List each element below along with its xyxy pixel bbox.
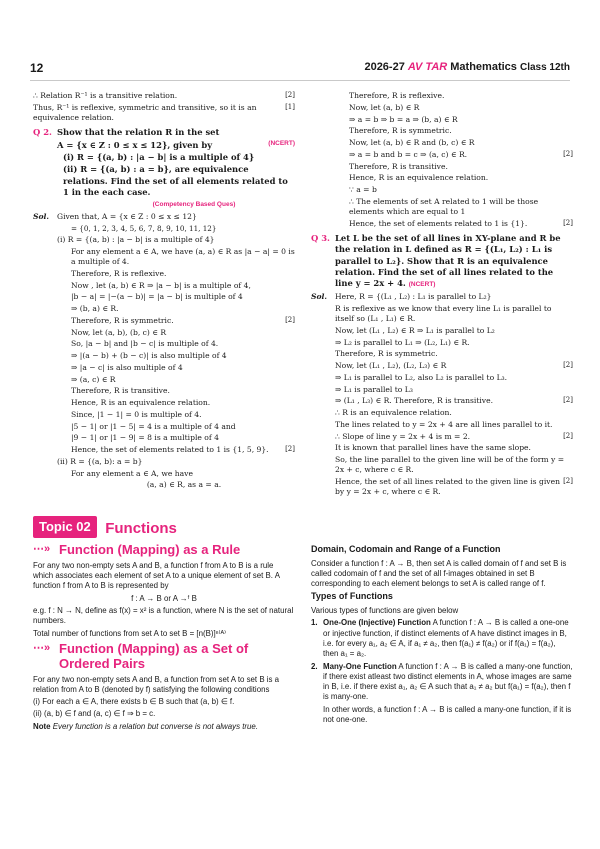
text: Therefore, R is transitive.: [349, 161, 448, 171]
marks: [2]: [285, 445, 295, 454]
text: Thus, R⁻¹ is reflexive, symmetric and transitive, so it is an equivalence relation.: [33, 102, 257, 122]
text: Therefore, R is reflexive.: [349, 91, 445, 100]
paragraph: For any two non-empty sets A and B, a function from set A to set B is a relation from A to B (denoted by f) satisfying the following conditions: [33, 674, 280, 694]
header-right: [364, 60, 570, 75]
text-line: [33, 103, 295, 124]
question-stem: Show that the relation R in the set: [57, 127, 220, 138]
list-text: A function f : A → B is called a one-one or injective function, if distinct elements of A have distinct images in B, i.e. for every a₁, a₂ ∈ A, if a₁ ≠ a₂, then f(a₁) ≠ f(a₂) or if f(a₁) = f(a₂), then a₁ = a₂.: [323, 618, 569, 659]
right-column: [311, 91, 573, 499]
question-line: (ii) R = {(a, b) : a = b}, are equivalence relations. Find the set of all elements related to 1 in the each case.: [63, 164, 288, 197]
header-year: 2026-27: [364, 61, 405, 73]
text: Therefore, R is transitive.: [71, 386, 170, 396]
text: A = {x ∈ Z : 0 ≤ x ≤ 12}, given by: [57, 139, 213, 150]
text: Now, let (L₁ , L₂) ∈ R ⇒ L₁ is parallel to L₂: [335, 325, 495, 335]
text: Now, let (a, b) ∈ R and (b, c) ∈ R: [349, 138, 475, 147]
marks: [2]: [563, 431, 573, 440]
text-line: [33, 91, 295, 101]
text: ⇒ a = b ⇒ b = a ⇒ (b, a) ∈ R: [349, 114, 458, 124]
question-stem: Let L be the set of all lines in XY-plane and R be the relation in L defined as R = {(L₁, L₂) : L₁ is parallel to L₂}. Show that R is an equivalence relation. Find the set of all lines related to the line y = 2x + 4.: [335, 233, 561, 289]
text: Now, let (a, b), (b, c) ∈ R: [71, 327, 167, 337]
text-line: [335, 361, 573, 371]
text: Therefore, R is reflexive.: [71, 268, 167, 278]
list-number: 2.: [311, 661, 318, 671]
bottom-right-column: [311, 543, 573, 727]
text: Therefore, R is symmetric.: [349, 126, 452, 136]
text-line: [311, 219, 573, 229]
text: (i) R = {(a, b) : |a − b| is a multiple of 4}: [57, 235, 215, 245]
text: ⇒ |(a − b) + (b − c)| is also multiple of 4: [71, 351, 227, 361]
text: ⇒ L₂ is parallel to L₁ ⇒ (L₂, L₁) ∈ R.: [335, 337, 470, 347]
text: ⇒ (b, a) ∈ R.: [71, 304, 119, 314]
text: Now, let (a, b) ∈ R: [349, 102, 420, 112]
text: Therefore, R is symmetric.: [71, 315, 174, 325]
header-rule: [30, 80, 570, 81]
text: The lines related to y = 2x + 4 are all lines parallel to it.: [335, 419, 553, 429]
text-line: [33, 445, 295, 455]
text: Hence, the set of elements related to 1 is {1}.: [349, 218, 528, 228]
text: |9 − 1| or |1 − 9| = 8 is a multiple of 4: [71, 433, 219, 443]
text: Hence, R is an equivalence relation.: [71, 398, 211, 408]
solution-3: [311, 292, 573, 498]
page-number: 12: [30, 61, 44, 75]
text: Now , let (a, b) ∈ R ⇒ |a − b| is a multiple of 4,: [71, 280, 251, 290]
question-3: [311, 233, 573, 290]
text: (ii) R = {(a, b): a = b}: [57, 456, 143, 466]
text: For any element a ∈ A, we have (a, a) ∈ R as |a − a| = 0 is a multiple of 4.: [71, 246, 295, 267]
paragraph: Various types of functions are given below: [311, 606, 459, 616]
list-term: Many-One Function: [323, 661, 397, 671]
question-number: Q 3.: [311, 233, 330, 243]
marks: [2]: [285, 315, 295, 324]
text-line: [335, 477, 573, 498]
tag-line: [33, 199, 295, 210]
double-chevron-icon: ⋯»: [33, 641, 51, 654]
question-number: Q 2.: [33, 127, 52, 138]
marks: [1]: [285, 102, 295, 111]
marks: [2]: [563, 218, 573, 227]
solution-label: Sol.: [33, 212, 50, 222]
paragraph: Total number of functions from set A to set B = [n(B)]ⁿ⁽ᴬ⁾: [33, 628, 226, 638]
section-heading: [33, 543, 295, 558]
question-2: [33, 127, 295, 138]
marks: [2]: [563, 396, 573, 405]
text: Hence, the set of elements related to 1 is {1, 5, 9}.: [71, 445, 269, 455]
topic-banner: [33, 516, 177, 538]
text: Now, let (L₁ , L₂), (L₂, L₃) ∈ R: [335, 361, 447, 371]
list-number: 1.: [311, 618, 318, 628]
text: So, the line parallel to the given line will be of the form y = 2x + c, where c ∈ R.: [335, 455, 565, 475]
text: ⇒ L₁ is parallel to L₂, also L₂ is parallel to L₃.: [335, 372, 508, 382]
heading-text: Function (Mapping) as a Rule: [59, 542, 241, 557]
page-header: [30, 60, 570, 76]
text: ⇒ (L₁ , L₃) ∈ R. Therefore, R is transitive.: [335, 396, 493, 406]
brand-logo: AV TAR: [407, 61, 448, 73]
paragraph: For any two non-empty sets A and B, a function f from A to B is a rule which associates each element of set A to a unique element of set B. A function f from A to B is represented by: [33, 560, 280, 591]
topic-badge: Topic 02: [33, 516, 97, 538]
paragraph: (i) For each a ∈ A, there exists b ∈ B such that (a, b) ∈ f.: [33, 697, 235, 707]
list-term: One-One (Injective) Function: [323, 618, 431, 628]
question-line: (i) R = {(a, b) : |a − b| is a multiple of 4}: [63, 151, 255, 162]
list-text: A function f : A → B is called a many-one function, if there exist atleast two distinct elements in A, whose images are same in B, i.e. if there exist a₁, a₂ ∈ A such that a₁ ≠ a₂ but f(a₁) = f(a₂), then f is many-one.: [323, 661, 573, 702]
text: ∴ The elements of set A related to 1 will be those elements which are equal to 1: [349, 196, 539, 216]
paragraph: e.g. f : N → N, define as f(x) = x² is a function, where N is the set of natural numbers.: [33, 606, 294, 626]
text: |5 − 1| or |1 − 5| = 4 is a multiple of 4 and: [71, 421, 236, 431]
text: ⇒ a = b and b = c ⇒ (a, c) ∈ R.: [349, 149, 468, 159]
text: Hence, R is an equivalence relation.: [349, 173, 489, 183]
text: For any element a ∈ A, we have: [71, 468, 193, 478]
heading-text: Function (Mapping) as a Set of Ordered Pairs: [59, 640, 249, 671]
section-heading: Types of Functions: [311, 591, 393, 602]
source-tag: (NCERT): [268, 139, 295, 147]
paragraph: (ii) (a, b) ∈ f and (a, c) ∈ f ⇒ b = c.: [33, 709, 156, 719]
text: (a, a) ∈ R, as a = a.: [146, 480, 222, 490]
text: ⇒ (a, c) ∈ R: [71, 374, 116, 384]
text-line: [311, 150, 573, 160]
text-line: [33, 316, 295, 326]
text: ∴ Relation R⁻¹ is a transitive relation.: [33, 91, 178, 100]
topic-title: Functions: [105, 519, 177, 537]
solution-label: Sol.: [311, 292, 328, 302]
text: ∵ a = b: [349, 185, 377, 194]
text: ∴ Slope of line y = 2x + 4 is m = 2.: [335, 431, 471, 441]
text: Given that, A = {x ∈ Z : 0 ≤ x ≤ 12}: [57, 212, 197, 222]
marks: [2]: [563, 361, 573, 370]
marks: [2]: [563, 149, 573, 158]
text-line: [335, 396, 573, 406]
text: R is reflexive as we know that every line L₁ is parallel to itself so (L₁ , L₁) ∈ R.: [335, 303, 552, 324]
section-heading: Domain, Codomain and Range of a Function: [311, 544, 501, 554]
note-label: Note: [33, 721, 51, 731]
note: [33, 722, 295, 732]
marks: [2]: [563, 477, 573, 486]
text: So, |a − b| and |b − c| is multiple of 4.: [71, 339, 219, 349]
header-subject: Mathematics: [450, 61, 517, 73]
text: ⇒ L₁ is parallel to L₃: [335, 384, 413, 394]
question-line: [33, 140, 295, 151]
left-column: [33, 91, 295, 492]
formula: f : A → B or A →ᶠ B: [131, 593, 197, 603]
text: Hence, the set of all lines related to the given line is given by y = 2x + c, where c ∈ R.: [335, 477, 560, 497]
text: ∴ R is an equivalence relation.: [335, 408, 452, 418]
text: = {0, 1, 2, 3, 4, 5, 6, 7, 8, 9, 10, 11, 12}: [71, 223, 217, 233]
text: |b − a| = |−(a − b)| = |a − b| is multiple of 4: [71, 292, 243, 302]
list-item: [311, 662, 573, 703]
text: It is known that parallel lines have the same slope.: [335, 443, 531, 453]
text: Since, |1 − 1| = 0 is multiple of 4.: [71, 409, 202, 419]
section-heading: [33, 642, 295, 672]
text: Therefore, R is symmetric.: [335, 349, 438, 359]
header-class: Class 12th: [519, 62, 570, 73]
source-tag: (Competency Based Ques): [152, 201, 236, 209]
source-tag: (NCERT): [408, 281, 436, 289]
bottom-left-column: [33, 540, 295, 734]
paragraph: Consider a function f : A → B, then set A is called domain of f and set B is called codomain of f and the set of all f-images obtained in set B corresponding to each element belongs to set A is called range of f.: [311, 558, 567, 589]
marks: [2]: [285, 91, 295, 99]
note-text: Every function is a relation but converse is not always true.: [52, 721, 259, 731]
double-chevron-icon: ⋯»: [33, 543, 51, 555]
text: Here, R = {(L₁ , L₂) : L₁ is parallel to L₂}: [335, 292, 492, 302]
solution-2: [33, 212, 295, 222]
text: ⇒ |a − c| is also multiple of 4: [71, 362, 183, 372]
list-item: [311, 618, 573, 659]
paragraph: In other words, a function f : A → B is called a many-one function, if it is not one-one.: [323, 704, 572, 724]
text-line: [335, 432, 573, 442]
